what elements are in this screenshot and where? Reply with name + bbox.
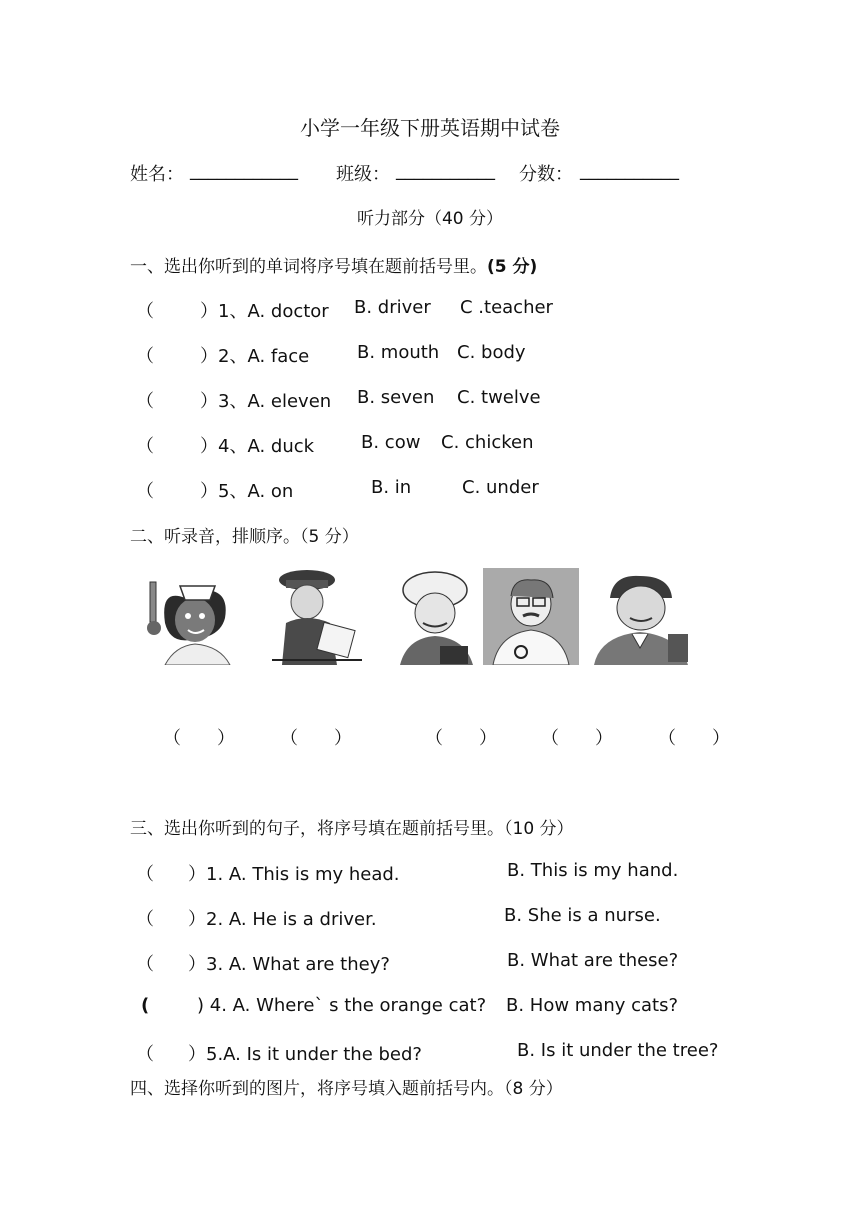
name-label: 姓名： xyxy=(130,164,184,185)
order-blank-3[interactable]: （ ） xyxy=(425,728,497,749)
s1-item-1-paren: （ xyxy=(136,301,154,322)
s1-item-4-a: ）4、A. duck xyxy=(200,436,315,457)
s1-item-3-c: C. twelve xyxy=(457,387,541,408)
s3-item-1-b: B. This is my hand. xyxy=(507,860,679,881)
s1-item-4-c: C. chicken xyxy=(441,432,534,453)
s1-item-5-a: ）5、A. on xyxy=(200,481,294,502)
doctor-illustration xyxy=(483,568,579,665)
section1-heading-text: 一、选出你听到的单词将序号填在题前括号里。 xyxy=(130,257,487,277)
s3-item-3-paren: （ xyxy=(136,954,154,975)
police-illustration xyxy=(262,568,362,665)
s3-item-1-a: ）1. A. This is my head. xyxy=(188,864,400,885)
s1-item-4-paren: （ xyxy=(136,436,154,457)
s3-item-4-a: ) 4. A. Where` s the orange cat? xyxy=(197,995,487,1016)
s1-item-1-a: ）1、A. doctor xyxy=(200,301,329,322)
listening-title: 听力部分（40 分） xyxy=(356,209,504,229)
s1-item-2-c: C. body xyxy=(457,342,526,363)
s3-item-4-paren: ( xyxy=(141,995,150,1016)
s3-item-2-b: B. She is a nurse. xyxy=(504,905,661,926)
s3-item-5-b: B. Is it under the tree? xyxy=(517,1040,719,1061)
s3-item-4-b: B. How many cats? xyxy=(506,995,679,1016)
s3-item-5-paren: （ xyxy=(136,1044,154,1065)
s3-item-2-paren: （ xyxy=(136,909,154,930)
s1-item-2-a: ）2、A. face xyxy=(200,346,310,367)
s1-item-5-b: B. in xyxy=(371,477,412,498)
student-illustration xyxy=(588,568,692,665)
section4-heading: 四、选择你听到的图片，将序号填入题前括号内。（8 分） xyxy=(130,1079,563,1099)
section2-heading: 二、听录音，排顺序。（5 分） xyxy=(130,527,359,547)
order-blank-1[interactable]: （ ） xyxy=(163,728,235,749)
s1-item-3-a: ）3、A. eleven xyxy=(200,391,332,412)
s3-item-5-a: ）5.A. Is it under the bed? xyxy=(188,1044,422,1065)
s1-item-5-c: C. under xyxy=(462,477,539,498)
score-label: 分数： xyxy=(519,164,573,185)
picture-cook xyxy=(385,568,475,665)
nurse-illustration xyxy=(130,568,238,665)
picture-student xyxy=(588,568,692,665)
s3-item-2-a: ）2. A. He is a driver. xyxy=(188,909,377,930)
section1-points: (5 分) xyxy=(487,257,538,277)
picture-doctor xyxy=(483,568,579,665)
cook-illustration xyxy=(385,568,475,665)
s1-item-4-b: B. cow xyxy=(361,432,421,453)
s1-item-3-paren: （ xyxy=(136,391,154,412)
picture-police xyxy=(262,568,362,665)
order-blank-2[interactable]: （ ） xyxy=(280,728,352,749)
score-blank: ___________ xyxy=(580,160,679,181)
s3-item-1-paren: （ xyxy=(136,864,154,885)
s1-item-2-paren: （ xyxy=(136,346,154,367)
name-blank: ____________ xyxy=(190,160,298,181)
order-blank-5[interactable]: （ ） xyxy=(658,728,730,749)
section1-heading xyxy=(130,252,537,277)
class-blank: ___________ xyxy=(396,160,495,181)
s3-item-3-a: ）3. A. What are they? xyxy=(188,954,390,975)
page-title: 小学一年级下册英语期中试卷 xyxy=(300,116,560,140)
s1-item-3-b: B. seven xyxy=(357,387,435,408)
s1-item-1-c: C .teacher xyxy=(460,297,553,318)
s1-item-2-b: B. mouth xyxy=(357,342,440,363)
s3-item-3-b: B. What are these? xyxy=(507,950,679,971)
order-blank-4[interactable]: （ ） xyxy=(541,728,613,749)
picture-nurse xyxy=(130,568,238,665)
section3-heading: 三、选出你听到的句子，将序号填在题前括号里。（10 分） xyxy=(130,819,574,839)
s1-item-5-paren: （ xyxy=(136,481,154,502)
class-label: 班级： xyxy=(336,164,390,185)
s1-item-1-b: B. driver xyxy=(354,297,431,318)
